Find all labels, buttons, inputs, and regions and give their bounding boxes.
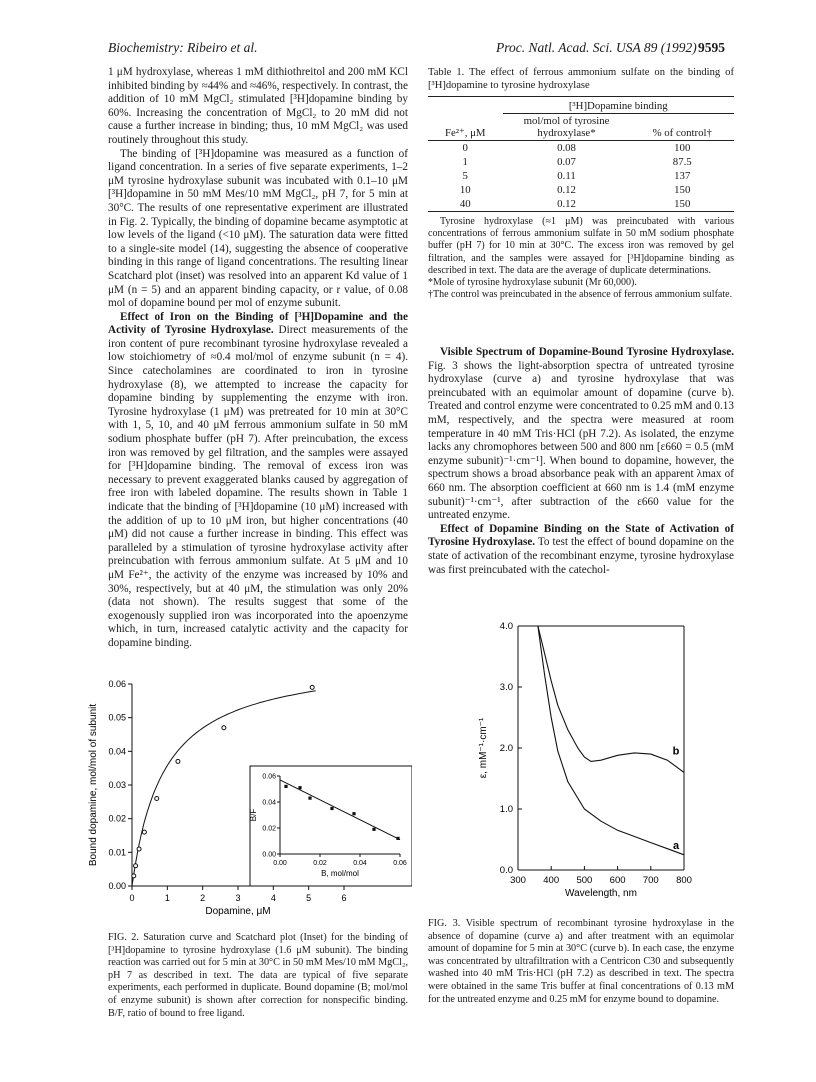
data-point <box>132 874 136 878</box>
table-col-header: Fe²⁺, μM <box>444 127 486 139</box>
x-tick-label: 700 <box>642 875 659 886</box>
paragraph: The binding of [³H]dopamine was measured as a function of ligand concentration. In a series of five separate experiments, 1–2 μM tyrosine hydroxylase subunit was incubated with 0.1–10 μM [³H]dopamine in 50 mM Mes/10 mM MgCl₂, pH 7, for 5 min at 30°C. The results of one representative experiment are illustrated in Fig. 2. Typically, the binding of dopamine became asymptotic at low levels of the ligand (<10 μM). The saturation data were fitted to a single-site model (14), suggesting the absence of cooperative binding in this range of ligand concentrations. The resulting linear Scatchard plot (inset) was resolved into an apparent Kd value of 1 μM (n = 5) and an apparent binding capacity, or r value, of 0.08 mol of dopamine bound per mol of enzyme subunit. <box>108 147 408 310</box>
y-tick-label: 0.05 <box>108 712 126 723</box>
paragraph: 1 μM hydroxylase, whereas 1 mM dithiothreitol and 200 mM KCl inhibited binding by ≈44% and ≈46%, respectively. In contrast, the addition of 10 mM MgCl₂ stimulated [³H]dopamine binding by 60%. Increasing the concentration of MgCl₂ to 20 mM did not cause a further increase in binding; thus, 10 mM MgCl₂ was used routinely throughout this study. <box>108 66 408 146</box>
curve-label-b: b <box>672 745 680 758</box>
figure-2-caption: FIG. 2. Saturation curve and Scatchard plot (Inset) for the binding of [³H]dopamine to tyrosine hydroxylase (1.6 μM subunit). The binding reaction was carried out for 5 min at 30°C in 50 mM Mes/10 mM MgCl₂, pH 7 as described in text. The data are typical of five separate experiments, each performed in duplicate. Bound dopamine (B; mol/mol of enzyme subunit) is shown after correction for nonspecific binding. B/F, ratio of bound to free ligand. <box>108 932 408 1019</box>
running-head-journal: Proc. Natl. Acad. Sci. USA 89 (1992) <box>496 40 697 55</box>
running-head-left: Biochemistry: Ribeiro et al. <box>108 40 258 55</box>
table-col-header: % of control† <box>652 127 712 139</box>
x-tick-label: 500 <box>576 875 593 886</box>
table-row: 1 0.07 87.5 <box>462 156 692 168</box>
inset-y-tick-label: 0.06 <box>262 773 276 781</box>
paragraph: Direct measurements of the iron content of pure recombinant tyrosine hydroxylase revealed a low stoichiometry of ≈0.4 mol/mol of enzyme subunit (n = 4). Since catecholamines are coordinated to iron in tyrosine hydroxylase (8), we attempted to increase the capacity for dopamine binding by supplementing the enzyme with iron. Tyrosine hydroxylase (1 μM) was pretreated for 10 min at 30°C with 1, 5, 10, and 40 μM ferrous ammonium sulfate in 50 mM sodium phosphate buffer (pH 7). After preincubation, the excess iron was removed by gel filtration, and the samples were assayed for [³H]dopamine binding. The removal of excess iron was necessary to prevent exaggerated blanks caused by aggregation of free iron with labeled dopamine. The results shown in Table 1 indicate that the binding of [³H]dopamine (10 μM) increased with the addition of up to 10 μM iron, but higher concentrations (40 μM) did not cause a further increase in binding. This effect was paralleled by a stimulation of tyrosine hydroxylase activity after preincubation with ferrous ammonium sulfate. At 5 μM and 10 μM Fe²⁺, the activity of the enzyme was increased by 10% and 30%, respectively, but at 40 μM, the stimulation was only 20% (data not shown). The results suggest that some of the exogenously supplied iron was incorporated into the apoenzyme which, in turn, increased catalytic activity and the capacity for dopamine binding. <box>108 324 408 649</box>
x-tick-label: 800 <box>676 875 692 886</box>
x-tick-label: 5 <box>306 893 312 903</box>
inset-x-tick-label: 0.00 <box>273 860 287 867</box>
data-point <box>155 796 159 800</box>
spectrum-curve-b <box>538 626 684 772</box>
data-point <box>142 830 146 834</box>
table-col-header: mol/mol of tyrosine hydroxylase* <box>523 115 610 139</box>
y-tick-label: 0.00 <box>108 881 126 891</box>
y-tick-label: 2.0 <box>499 743 513 754</box>
left-column-text <box>108 66 408 651</box>
x-tick-label: 3 <box>235 893 241 903</box>
data-point <box>137 847 141 851</box>
inset-x-tick-label: 0.02 <box>313 860 327 867</box>
inset-x-tick-label: 0.06 <box>393 860 407 867</box>
table-footnote: *Mole of tyrosine hydroxylase subunit (Mr 60,000). <box>428 277 637 289</box>
inset-data-point <box>330 807 333 810</box>
table-footnote: †The control was preincubated in the absence of ferrous ammonium sulfate. <box>428 289 733 301</box>
inset-y-axis-label: B/F <box>249 808 258 822</box>
y-tick-label: 0.06 <box>108 679 126 689</box>
x-tick-label: 300 <box>510 875 526 886</box>
table-1 <box>428 66 734 301</box>
inset-y-tick-label: 0.04 <box>262 799 276 807</box>
section-heading: Visible Spectrum of Dopamine-Bound Tyrosine Hydroxylase. <box>440 346 734 358</box>
section-heading: Effect of Dopamine Binding on the State of Activation of Tyrosine Hydroxylase. <box>428 522 734 549</box>
table-row: 10 0.12 150 <box>459 184 691 196</box>
table-row: 40 0.12 150 <box>428 197 734 212</box>
inset-data-point <box>352 812 355 815</box>
figure-2-chart <box>82 676 412 938</box>
spectrum-curve-a <box>538 626 684 855</box>
y-axis-label: ε, mM⁻¹·cm⁻¹ <box>478 717 489 779</box>
x-tick-label: 6 <box>341 893 347 903</box>
inset-data-point <box>298 786 301 789</box>
figure-3-chart <box>468 614 738 914</box>
table-note: Tyrosine hydroxylase (≈1 μM) was preincubated with various concentrations of ferrous ammonium sulfate in 50 mM sodium phosphate buffer (pH 7) for 10 min at 30°C. The excess iron was removed by gel filtration, and the samples were assayed for [³H]dopamine binding as described in text. The data are the average of duplicate determinations. <box>428 216 734 276</box>
inset-data-point <box>372 828 375 831</box>
x-axis-label: Wavelength, nm <box>565 888 637 899</box>
section-heading: Effect of Iron on the Binding of [³H]Dopamine and the Activity of Tyrosine Hydroxylase. <box>108 310 408 337</box>
page-number: 9595 <box>698 40 725 55</box>
inset-y-tick-label: 0.00 <box>262 851 276 859</box>
inset-data-point <box>308 797 311 800</box>
y-tick-label: 0.02 <box>108 813 126 824</box>
table-row: 5 0.11 137 <box>462 170 691 182</box>
x-tick-label: 4 <box>270 893 276 903</box>
table-row: 0 0.08 100 <box>462 142 691 154</box>
x-tick-label: 600 <box>609 875 626 886</box>
inset-x-axis-label: B, mol/mol <box>321 869 359 878</box>
y-axis-label: Bound dopamine, mol/mol of subunit <box>88 703 99 867</box>
paragraph: Fig. 3 shows the light-absorption spectra of untreated tyrosine hydroxylase (curve a) and tyrosine hydroxylase that was preincubated with an equimolar amount of dopamine (curve b). Treated and control enzyme were concentrated to 0.25 mM and 0.13 mM, respectively, and the spectra were measured at room temperature in 40 mM Tris·HCl (pH 7.2). As isolated, the enzyme lacks any chromophores between 500 and 800 nm [ε660 = 0.5 (mM enzyme subunit)⁻¹·cm⁻¹]. When bound to dopamine, however, the spectrum shows a broad absorbance peak with an apparent λmax of 660 nm. The absorption coefficient at 660 nm is 1.4 (mM enzyme subunit)⁻¹·cm⁻¹, after subtraction of the ε660 value for the untreated enzyme. <box>428 359 734 522</box>
x-tick-label: 400 <box>543 875 560 886</box>
table-title: Table 1. The effect of ferrous ammonium sulfate on the binding of [³H]dopamine to tyrosine hydroxylase <box>428 67 734 91</box>
y-tick-label: 0.04 <box>108 746 126 757</box>
inset-data-point <box>284 785 287 788</box>
x-tick-label: 2 <box>200 893 206 903</box>
x-tick-label: 0 <box>129 893 135 903</box>
inset-scatchard-plot <box>249 766 412 886</box>
y-tick-label: 0.03 <box>108 780 126 790</box>
y-tick-label: 3.0 <box>499 682 513 693</box>
y-tick-label: 4.0 <box>499 621 513 632</box>
right-column-text <box>428 346 734 577</box>
figure-3-caption: FIG. 3. Visible spectrum of recombinant tyrosine hydroxylase in the absence of dopamine (curve a) and after treatment with an equimolar amount of dopamine for 5 min at 30°C (curve b). In each case, the enzyme was concentrated by ultrafiltration with a Centricon C30 and subsequently washed into 40 mM Tris·HCl (pH 7.2) as described in text. The spectra were obtained in the same Tris buffer at final concentrations of 0.13 mM for the untreated enzyme and 0.25 mM for enzyme bound to dopamine. <box>428 918 734 1005</box>
data-point <box>310 685 314 689</box>
x-tick-label: 1 <box>164 893 170 903</box>
y-tick-label: 1.0 <box>499 804 513 815</box>
inset-data-point <box>396 837 399 840</box>
data-point <box>176 759 180 763</box>
y-tick-label: 0.01 <box>108 847 126 858</box>
data-point <box>222 726 226 730</box>
table-footnotes <box>428 216 734 301</box>
table-group-header: [³H]Dopamine binding <box>503 97 734 114</box>
x-axis-label: Dopamine, μM <box>205 906 271 917</box>
y-tick-label: 0.0 <box>499 865 513 876</box>
table-body <box>428 96 734 212</box>
curve-label-a: a <box>672 839 680 852</box>
inset-x-tick-label: 0.04 <box>353 860 367 867</box>
data-point <box>134 864 138 868</box>
inset-y-tick-label: 0.02 <box>262 825 276 833</box>
paragraph: To test the effect of bound dopamine on the state of activation of the recombinant enzyme, tyrosine hydroxylase was first preincubated with the catechol- <box>428 536 734 576</box>
